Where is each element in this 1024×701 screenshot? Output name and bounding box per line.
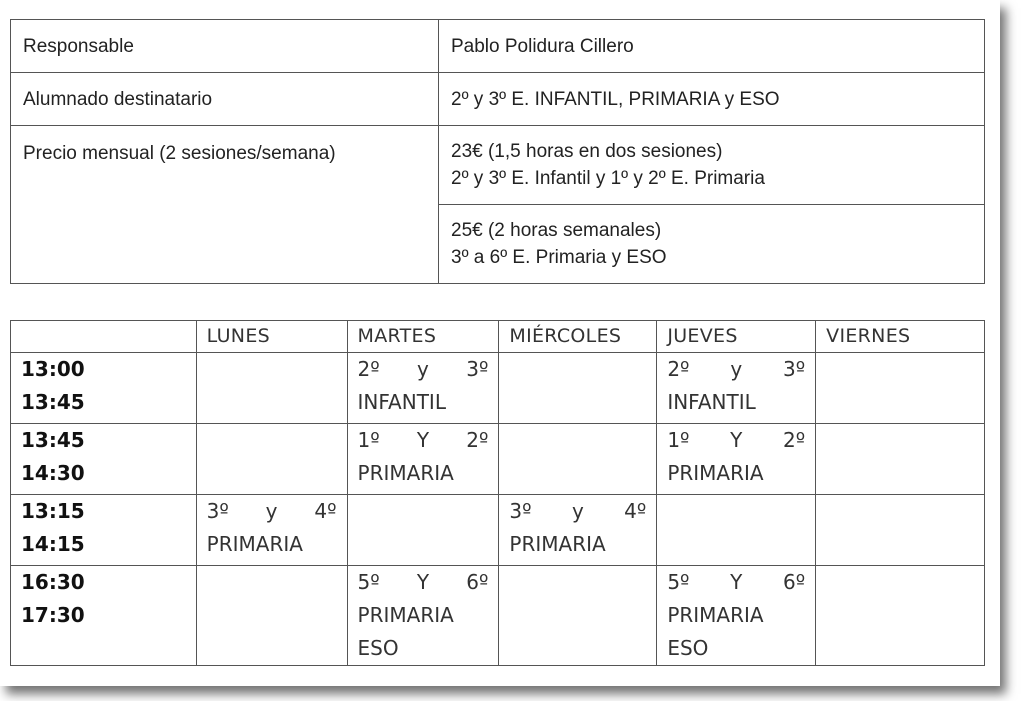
price-amount: 23€ (1,5 horas en dos sesiones) <box>451 141 723 162</box>
grade-end: 6º <box>466 570 489 594</box>
price-cell <box>439 205 985 284</box>
schedule-cell <box>657 566 816 666</box>
schedule-cell <box>347 353 499 424</box>
level-label: ESO <box>667 636 709 660</box>
schedule-cell <box>347 495 499 566</box>
grade-start: 1º <box>357 428 380 452</box>
table-row <box>11 20 985 73</box>
table-row <box>11 495 985 566</box>
grade-end: 2º <box>466 428 489 452</box>
time-end: 13:45 <box>21 390 85 414</box>
grade-start: 2º <box>357 357 380 381</box>
schedule-cell <box>347 424 499 495</box>
time-end: 14:30 <box>21 461 85 485</box>
grade-end: 4º <box>624 499 647 523</box>
day-header: JUEVES <box>657 321 816 353</box>
level-label: PRIMARIA <box>357 603 454 627</box>
table-row <box>11 73 985 126</box>
level-label: INFANTIL <box>357 390 446 414</box>
schedule-cell <box>657 424 816 495</box>
grade-joiner: Y <box>730 570 743 594</box>
info-table <box>10 19 985 284</box>
grade-start: 2º <box>667 357 690 381</box>
time-slot <box>11 353 197 424</box>
level-label: PRIMARIA <box>357 461 454 485</box>
grade-joiner: Y <box>416 428 430 452</box>
schedule-cell <box>196 566 347 666</box>
grade-joiner: Y <box>416 570 430 594</box>
price-amount: 25€ (2 horas semanales) <box>451 220 662 241</box>
schedule-cell <box>347 566 499 666</box>
grade-end: 3º <box>466 357 489 381</box>
schedule-cell <box>816 424 985 495</box>
day-header: VIERNES <box>816 321 985 353</box>
grade-start: 3º <box>509 499 532 523</box>
schedule-table <box>10 320 985 666</box>
schedule-cell <box>499 353 657 424</box>
schedule-cell <box>499 566 657 666</box>
info-label: Precio mensual (2 sesiones/semana) <box>11 126 439 284</box>
schedule-cell <box>816 353 985 424</box>
grade-joiner: Y <box>730 428 743 452</box>
grade-joiner: y <box>417 357 429 381</box>
time-end: 17:30 <box>21 603 85 627</box>
schedule-cell <box>196 424 347 495</box>
info-value: 2º y 3º E. INFANTIL, PRIMARIA y ESO <box>439 73 985 126</box>
level-label: ESO <box>357 636 399 660</box>
time-start: 13:00 <box>21 357 85 381</box>
table-row <box>11 126 985 205</box>
schedule-header-row <box>11 321 985 353</box>
time-slot <box>11 495 197 566</box>
table-row <box>11 424 985 495</box>
table-row <box>11 566 985 666</box>
level-label: PRIMARIA <box>509 532 606 556</box>
info-label: Alumnado destinatario <box>11 73 439 126</box>
time-start: 16:30 <box>21 570 85 594</box>
info-label: Responsable <box>11 20 439 73</box>
time-end: 14:15 <box>21 532 85 556</box>
grade-start: 5º <box>357 570 380 594</box>
price-target: 3º a 6º E. Primaria y ESO <box>451 247 667 268</box>
corner-cell <box>11 321 197 353</box>
grade-joiner: y <box>571 499 584 523</box>
grade-start: 1º <box>667 428 690 452</box>
time-start: 13:15 <box>21 499 85 523</box>
grade-joiner: y <box>265 499 278 523</box>
day-header: LUNES <box>196 321 347 353</box>
schedule-cell <box>196 495 347 566</box>
day-header: MIÉRCOLES <box>499 321 657 353</box>
schedule-cell <box>499 495 657 566</box>
grade-start: 5º <box>667 570 690 594</box>
grade-end: 2º <box>783 428 806 452</box>
schedule-cell <box>657 495 816 566</box>
table-row <box>11 353 985 424</box>
grade-start: 3º <box>206 499 229 523</box>
level-label: PRIMARIA <box>667 461 764 485</box>
day-header: MARTES <box>347 321 499 353</box>
grade-end: 3º <box>783 357 806 381</box>
schedule-cell <box>196 353 347 424</box>
info-value: Pablo Polidura Cillero <box>439 20 985 73</box>
time-start: 13:45 <box>21 428 85 452</box>
grade-end: 6º <box>783 570 806 594</box>
grade-end: 4º <box>314 499 337 523</box>
time-slot <box>11 566 197 666</box>
level-label: PRIMARIA <box>206 532 303 556</box>
time-slot <box>11 424 197 495</box>
price-cell <box>439 126 985 205</box>
schedule-cell <box>499 424 657 495</box>
schedule-cell <box>657 353 816 424</box>
schedule-cell <box>816 566 985 666</box>
level-label: INFANTIL <box>667 390 756 414</box>
price-target: 2º y 3º E. Infantil y 1º y 2º E. Primaria <box>451 168 765 189</box>
grade-joiner: y <box>730 357 743 381</box>
level-label: PRIMARIA <box>667 603 764 627</box>
schedule-cell <box>816 495 985 566</box>
